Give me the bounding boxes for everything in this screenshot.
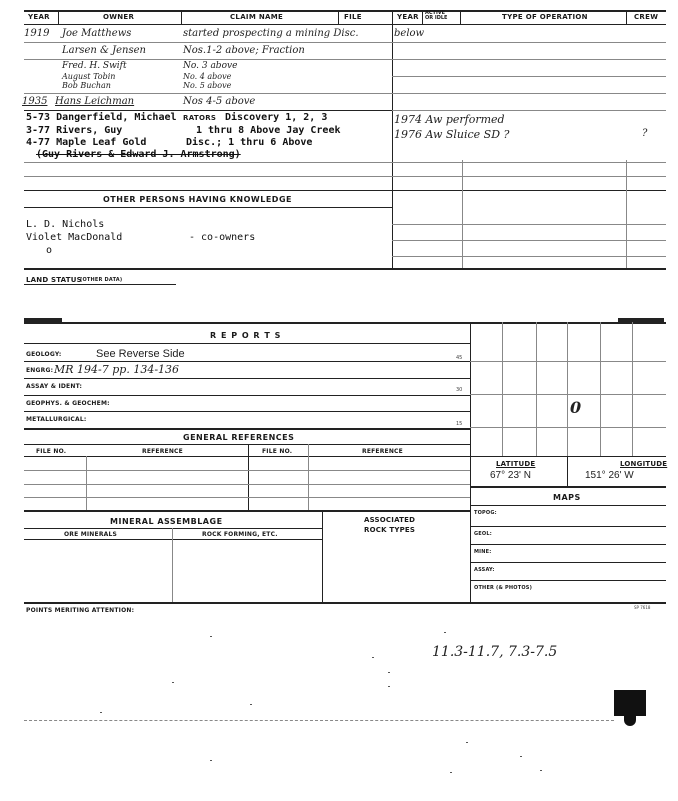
latitude-label: LATITUDE	[496, 460, 536, 468]
person-3: o	[46, 245, 53, 256]
col-type-op-header: TYPE OF OPERATION	[502, 13, 588, 21]
geophys-label: GEOPHYS. & GEOCHEM:	[26, 400, 110, 407]
longitude-value: 151° 26' W	[585, 470, 634, 481]
col-owner-header: OWNER	[103, 13, 135, 21]
reports-title: R E P O R T S	[210, 331, 282, 340]
topog-label: TOPOG:	[474, 510, 497, 516]
associated-label: ASSOCIATED	[364, 516, 416, 524]
points-note: 11.3-11.7, 7.3-7.5	[432, 644, 558, 660]
col-year-header: YEAR	[28, 13, 50, 21]
hw-row6-claim: Nos 4-5 above	[183, 96, 256, 107]
hw-right-crew: ?	[642, 128, 648, 139]
col-year2-header: YEAR	[397, 13, 419, 21]
col-active-header: ACTIVE OR IDLE	[425, 10, 448, 21]
assay-map-label: ASSAY:	[474, 567, 495, 573]
mine-label: MINE:	[474, 549, 492, 555]
engrg-label: ENGRG:	[26, 367, 54, 374]
hw-row2-owner: Larsen & Jensen	[62, 45, 146, 56]
engrg-value: MR 194-7 pp. 134-136	[54, 363, 180, 376]
col-reference-1: REFERENCE	[142, 448, 183, 455]
geology-value: See Reverse Side	[96, 348, 185, 360]
col-crew-header: CREW	[634, 13, 659, 21]
latitude-value: 67° 23' N	[490, 470, 531, 481]
land-status-label: LAND STATUS	[26, 276, 82, 284]
geology-label: GEOLOGY:	[26, 351, 62, 358]
mineral-title: MINERAL ASSEMBLAGE	[110, 517, 223, 526]
typed-row1-claim: Discovery 1, 2, 3	[225, 112, 328, 123]
typed-row1-mid: RATORS	[183, 114, 217, 122]
gen-ref-title: GENERAL REFERENCES	[183, 433, 295, 442]
hw-row4-claim: No. 4 above	[183, 72, 232, 81]
typed-row2-claim: 1 thru 8 Above Jay Creek	[196, 125, 341, 136]
grid-location-mark: 0	[570, 398, 582, 417]
rock-types-label: ROCK TYPES	[364, 526, 416, 534]
typed-row2-owner: 3-77 Rivers, Guy	[26, 125, 123, 136]
person-1: L. D. Nichols	[26, 219, 105, 230]
knowledge-title: OTHER PERSONS HAVING KNOWLEDGE	[103, 195, 292, 204]
hw-row4-owner: August Tobin	[62, 72, 116, 81]
ore-minerals-label: ORE MINERALS	[64, 531, 118, 538]
col-claim-name-header: CLAIM NAME	[230, 13, 284, 21]
person-2-note: - co-owners	[189, 232, 256, 243]
hw-row3-owner: Fred. H. Swift	[62, 61, 127, 71]
maps-title: MAPS	[553, 493, 581, 502]
corner-scan-block	[614, 690, 646, 716]
hw-row6-year: 1935	[22, 96, 48, 107]
assay-label: ASSAY & IDENT:	[26, 383, 83, 390]
hw-row1-year: 1919	[24, 28, 50, 39]
metallurgical-label: METALLURGICAL:	[26, 416, 87, 423]
col-file-header: FILE	[344, 13, 362, 21]
person-2: Violet MacDonald	[26, 232, 123, 243]
hw-row2-claim: Nos.1-2 above; Fraction	[183, 45, 305, 56]
hw-row6-owner: Hans Leichman	[55, 96, 135, 107]
longitude-label: LONGITUDE	[620, 460, 668, 468]
hw-right-1974: 1974 Aw performed	[394, 113, 505, 126]
typed-row3-owner: 4-77 Maple Leaf Gold	[26, 137, 147, 148]
other-photos-label: OTHER (& PHOTOS)	[474, 585, 533, 591]
typed-row4-partners: (Guy Rivers & Edward J. Armstrong)	[36, 149, 241, 160]
hw-right-1976: 1976 Aw Sluice SD ?	[394, 128, 510, 141]
geol-label: GEOL:	[474, 531, 492, 537]
rock-forming-label: ROCK FORMING, ETC.	[202, 531, 278, 538]
hw-right-note: below	[394, 28, 425, 39]
hw-row1-owner: Joe Matthews	[62, 28, 132, 39]
form-number: SP 7618	[634, 605, 651, 610]
hw-row5-owner: Bob Buchan	[62, 81, 111, 90]
land-status-sub: (OTHER DATA)	[80, 277, 123, 283]
points-label: POINTS MERITING ATTENTION:	[26, 607, 135, 614]
hw-row5-claim: No. 5 above	[183, 81, 232, 90]
tick-45: 45	[456, 355, 463, 361]
typed-row1-owner: 5-73 Dangerfield, Michael	[26, 112, 177, 123]
typed-row3-claim: Disc.; 1 thru 6 Above	[186, 137, 313, 148]
hw-row1-claim: started prospecting a mining Disc.	[183, 28, 359, 39]
corner-scan-blob	[624, 716, 636, 726]
col-file-no-1: FILE NO.	[36, 448, 67, 455]
col-file-no-2: FILE NO.	[262, 448, 293, 455]
hw-row3-claim: No. 3 above	[183, 61, 238, 71]
scan-dashed-line	[24, 720, 614, 721]
col-reference-2: REFERENCE	[362, 448, 403, 455]
tick-30: 30	[456, 387, 463, 393]
tick-15: 15	[456, 421, 463, 427]
